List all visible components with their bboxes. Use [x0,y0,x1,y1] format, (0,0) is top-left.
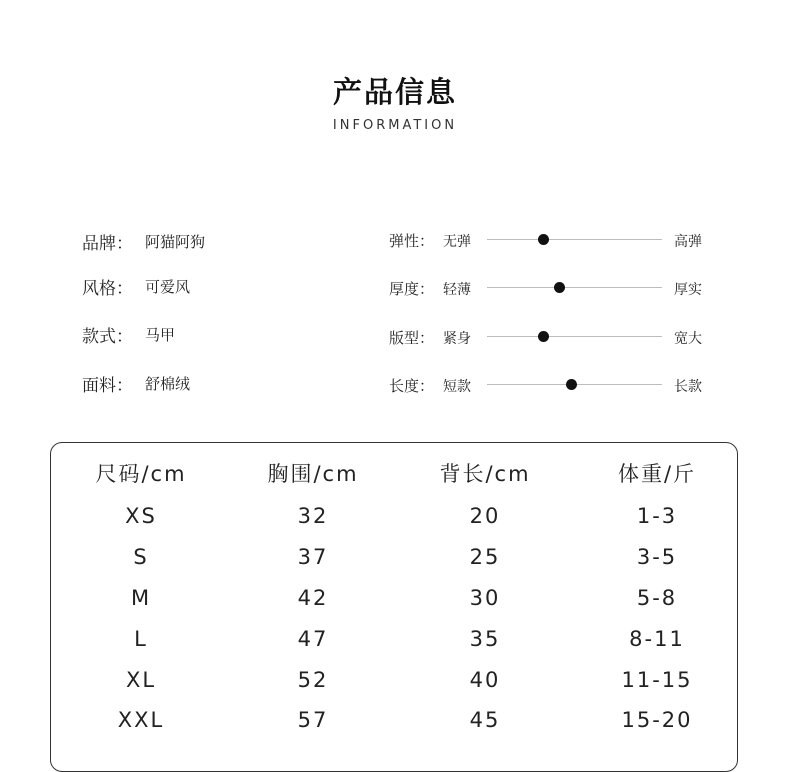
page-subtitle: INFORMATION [332,118,458,133]
table-header-chest: 胸围/cm [267,462,359,486]
table-cell-back-length: 20 [469,504,501,528]
scale-track [487,384,662,385]
scale-low-label: 无弹 [443,234,471,250]
scale-low-label: 短款 [443,379,471,395]
scale-label: 版型： [389,329,435,347]
scale-low-label: 紧身 [443,331,471,347]
table-cell-weight: 3-5 [636,545,678,569]
scale-track [487,336,662,337]
table-cell-size: L [134,627,148,651]
table-cell-size: M [130,586,152,610]
table-header-back-length: 背长/cm [439,462,531,486]
scale-row-elasticity [389,227,719,253]
info-value: 可爱风 [145,277,191,296]
table-cell-size: XL [125,668,157,692]
table-header-weight: 体重/斤 [617,462,697,486]
scale-label: 厚度： [389,280,435,298]
info-row-fabric [82,370,190,396]
scale-label: 长度： [389,377,435,395]
table-cell-chest: 42 [297,586,329,610]
scale-indicator-dot [554,282,565,293]
page-title: 产品信息 [332,75,457,109]
scale-label: 弹性： [389,232,435,250]
scale-row-thickness [389,275,719,301]
table-cell-back-length: 25 [469,545,501,569]
table-cell-weight: 8-11 [629,627,685,651]
scale-indicator-dot [538,234,549,245]
scale-row-fit [389,324,719,350]
scale-high-label: 厚实 [674,282,702,298]
table-cell-back-length: 30 [469,586,501,610]
info-row-type [82,321,175,347]
info-value: 马甲 [145,325,176,344]
table-cell-size: XXL [117,708,165,732]
table-cell-chest: 57 [297,708,329,732]
table-cell-chest: 47 [297,627,329,651]
scale-indicator-dot [566,379,577,390]
size-table [50,442,738,772]
table-cell-size: XS [125,504,157,528]
table-cell-weight: 5-8 [636,586,678,610]
info-label: 品牌： [82,233,133,254]
table-cell-back-length: 35 [469,627,501,651]
info-row-brand [82,228,205,254]
info-label: 面料： [82,375,133,396]
scale-high-label: 高弹 [674,234,702,250]
scale-low-label: 轻薄 [443,282,471,298]
table-cell-chest: 32 [297,504,329,528]
table-header-size: 尺码/cm [95,462,187,486]
table-cell-chest: 52 [297,668,329,692]
scale-indicator-dot [538,331,549,342]
table-cell-size: S [133,545,149,569]
scale-row-length [389,372,719,398]
info-value: 阿猫阿狗 [145,232,206,251]
table-cell-weight: 15-20 [621,708,693,732]
table-cell-back-length: 40 [469,668,501,692]
info-row-style [82,273,190,299]
table-cell-back-length: 45 [469,708,501,732]
info-value: 舒棉绒 [145,374,191,393]
scale-track [487,287,662,288]
table-cell-weight: 1-3 [636,504,678,528]
info-label: 风格： [82,278,133,299]
table-cell-chest: 37 [297,545,329,569]
scale-high-label: 长款 [674,379,702,395]
table-cell-weight: 11-15 [621,668,693,692]
info-label: 款式： [82,326,133,347]
scale-track [487,239,662,240]
scale-high-label: 宽大 [674,331,702,347]
